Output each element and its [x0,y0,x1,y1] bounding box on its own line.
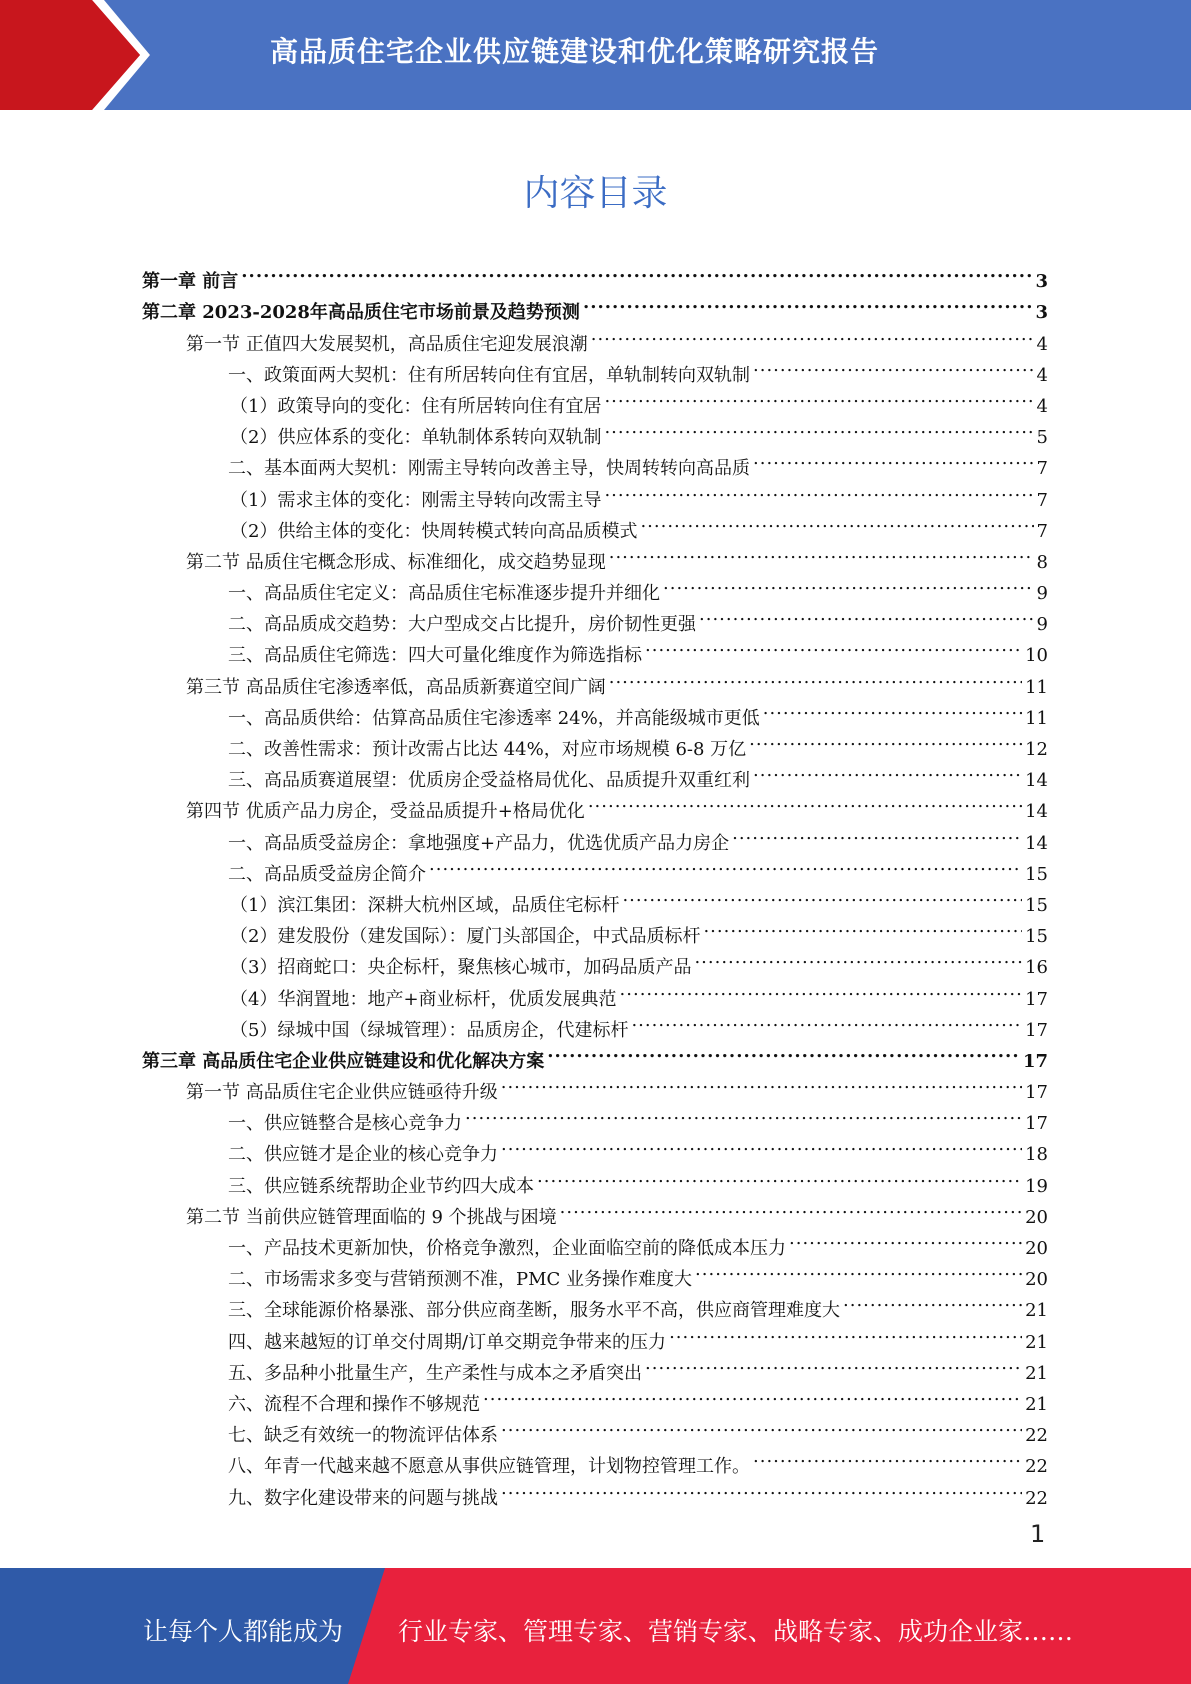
toc-dot-leader [609,537,1034,568]
toc-entry-page: 15 [1025,863,1048,885]
toc-entry-page: 10 [1025,645,1048,667]
toc-heading: 内容目录 [523,173,668,214]
toc-dot-leader [753,755,1022,786]
toc-entry-page: 9 [1036,614,1048,636]
toc-dot-leader [483,1379,1022,1410]
toc-dot-leader [501,1472,1022,1503]
toc-entry-title: （1）政策导向的变化：住有所居转向住有宜居 [230,395,602,417]
page-number: 1 [1030,1520,1046,1548]
toc-entry-title: 二、高品质成交趋势：大户型成交占比提升，房价韧性更强 [228,614,696,636]
toc-entry-title: 三、高品质住宅筛选：四大可量化维度作为筛选指标 [228,645,642,667]
toc-dot-leader [640,506,1033,537]
toc-entry-title: （1）滨江集团：深耕大杭州区域，品质住宅标杆 [230,894,620,916]
toc-dot-leader [501,1410,1022,1441]
toc-entry-page: 14 [1025,832,1048,854]
toc-dot-leader [694,942,1022,973]
toc-dot-leader [645,1348,1022,1379]
toc-entry-title: 二、基本面两大契机：刚需主导转向改善主导，快周转转向高品质 [228,458,750,480]
toc-entry-page: 14 [1025,801,1048,823]
toc-entry-title: 第三节 高品质住宅渗透率低，高品质新赛道空间广阔 [186,676,606,698]
toc-entry-title: 一、高品质供给：估算高品质住宅渗透率 24%，并高能级城市更低 [228,707,760,729]
toc-entry-title: 第二节 当前供应链管理面临的 9 个挑战与困境 [186,1206,557,1228]
toc-dot-leader [604,474,1033,505]
toc-entry-page: 21 [1025,1300,1048,1322]
toc-entry-page: 21 [1025,1393,1048,1415]
toc-entry-page: 4 [1036,395,1048,417]
toc-entry-title: 一、高品质住宅定义：高品质住宅标准逐步提升并细化 [228,583,660,605]
toc-entry-title: 一、供应链整合是核心竞争力 [228,1113,462,1135]
toc-entry-page: 19 [1025,1175,1048,1197]
toc-entry-page: 20 [1025,1238,1048,1259]
report-title: 高品质住宅企业供应链建设和优化策略研究报告 [270,35,880,68]
toc-dot-leader [501,1129,1022,1160]
toc-entry-page: 3 [1035,271,1048,293]
footer-slogan-right: 行业专家、管理专家、营销专家、战略专家、成功企业家…… [398,1617,1074,1646]
toc-entry-page: 17 [1025,1082,1048,1104]
toc-entry-title: 六、流程不合理和操作不够规范 [228,1393,480,1415]
toc-entry-title: （5）绿城中国（绿城管理）：品质房企，代建标杆 [230,1019,629,1041]
toc-dot-leader [583,287,1033,318]
toc-entry-page: 17 [1025,1019,1048,1041]
toc-entry-title: 二、供应链才是企业的核心竞争力 [228,1144,498,1166]
toc-entry-page: 16 [1025,957,1048,979]
toc-dot-leader [749,724,1022,755]
toc-entry-page: 17 [1025,988,1048,1010]
toc-dot-leader [604,412,1033,443]
toc-dot-leader [753,443,1034,474]
toc-dot-leader [609,661,1022,692]
toc-entry-page: 7 [1036,458,1048,480]
toc-dot-leader [560,1192,1022,1223]
toc-entry-title: （2）供给主体的变化：快周转模式转向高品质模式 [230,520,638,542]
toc-dot-leader [622,880,1022,911]
toc-entry-title: 第一节 正值四大发展契机，高品质住宅迎发展浪潮 [186,333,588,355]
toc-dot-leader [591,318,1034,349]
footer-slogan-left: 让每个人都能成为 [143,1617,344,1646]
toc-entry-title: 第四节 优质产品力房企，受益品质提升+格局优化 [186,801,585,823]
toc-dot-leader [241,256,1032,287]
toc-dot-leader [501,1067,1022,1098]
toc-dot-leader [604,381,1033,412]
toc-dot-leader [695,1254,1022,1285]
toc-dot-leader [753,1441,1022,1472]
toc-entry-title: 二、市场需求多变与营销预测不准，PMC 业务操作难度大 [228,1269,693,1291]
header-chevron-decoration [0,0,150,110]
toc-entry-page: 20 [1025,1269,1048,1291]
toc-entry-page: 5 [1036,427,1048,449]
toc-entry-page: 3 [1035,302,1048,324]
toc-entry-page: 20 [1025,1206,1048,1228]
toc-entry-page: 18 [1025,1144,1048,1166]
toc-entry-page: 4 [1036,333,1048,355]
toc-dot-leader [645,630,1022,661]
toc-entry-page: 15 [1025,894,1048,916]
toc-entry-title: 第二章 2023-2028年高品质住宅市场前景及趋势预测 [142,302,580,324]
toc-entry-page: 7 [1036,520,1048,542]
toc-dot-leader [732,817,1022,848]
toc-entry-page: 17 [1025,1113,1048,1135]
toc-entry-title: （1）需求主体的变化：刚需主导转向改需主导 [230,489,602,511]
toc-entry-title: 三、高品质赛道展望：优质房企受益格局优化、品质提升双重红利 [228,770,750,792]
toc-entry-title: （2）供应体系的变化：单轨制体系转向双轨制 [230,427,602,449]
toc-entry-page: 11 [1025,707,1048,729]
page-header [0,0,1191,110]
toc-entry-title: 七、缺乏有效统一的物流评估体系 [228,1425,498,1447]
toc-dot-leader [763,693,1022,724]
toc-entry[interactable] [142,256,1048,293]
toc-dot-leader [588,786,1022,817]
toc-dot-leader [703,911,1022,942]
toc-entry-title: 八、年青一代越来越不愿意从事供应链管理，计划物控管理工作。 [228,1456,750,1478]
toc-dot-leader [537,1160,1022,1191]
toc-entry-title: 九、数字化建设带来的问题与挑战 [228,1487,498,1509]
toc-dot-leader [663,568,1034,599]
toc-entry-title: 五、多品种小批量生产，生产柔性与成本之矛盾突出 [228,1362,642,1384]
toc-dot-leader [843,1285,1022,1316]
toc-entry-title: 第一章 前言 [142,271,239,293]
toc-dot-leader [631,1005,1022,1036]
toc-entry-page: 14 [1025,770,1048,792]
toc-entry-page: 11 [1025,676,1048,698]
toc-dot-leader [547,1036,1020,1067]
toc-entry-page: 4 [1036,364,1048,386]
toc-dot-leader [429,849,1022,880]
toc-entry-page: 8 [1036,551,1048,573]
toc-entry-title: 一、政策面两大契机：住有所居转向住有宜居，单轨制转向双轨制 [228,364,750,386]
toc-entry-title: 一、产品技术更新加快，价格竞争激烈，企业面临空前的降低成本压力 [228,1238,786,1259]
toc-entry-page: 22 [1025,1425,1048,1447]
toc-entry[interactable] [142,287,1048,324]
table-of-contents [142,256,1048,1509]
toc-entry-title: （4）华润置地：地产+商业标杆，优质发展典范 [230,988,617,1010]
toc-entry-title: （3）招商蛇口：央企标杆，聚焦核心城市，加码品质产品 [230,957,692,979]
toc-entry-page: 21 [1025,1331,1048,1353]
toc-entry-title: （2）建发股份（建发国际）：厦门头部国企，中式品质标杆 [230,926,701,948]
toc-entry-page: 21 [1025,1362,1048,1384]
toc-entry-title: 二、高品质受益房企简介 [228,863,426,885]
toc-entry-title: 第一节 高品质住宅企业供应链亟待升级 [186,1082,498,1104]
toc-entry-page: 15 [1025,926,1048,948]
toc-entry-title: 第二节 品质住宅概念形成、标准细化，成交趋势显现 [186,551,606,573]
toc-entry-page: 17 [1022,1050,1048,1072]
toc-entry-title: 第三章 高品质住宅企业供应链建设和优化解决方案 [142,1050,545,1072]
toc-entry-title: 一、高品质受益房企：拿地强度+产品力，优选优质产品力房企 [228,832,730,854]
toc-dot-leader [789,1223,1022,1254]
toc-entry-page: 22 [1025,1456,1048,1478]
toc-entry-page: 12 [1025,739,1048,760]
toc-entry-title: 四、越来越短的订单交付周期/订单交期竞争带来的压力 [228,1331,667,1353]
toc-entry-title: 三、全球能源价格暴涨、部分供应商垄断，服务水平不高，供应商管理难度大 [228,1300,840,1322]
toc-entry-page: 9 [1036,583,1048,605]
toc-dot-leader [465,1098,1022,1129]
toc-entry-page: 22 [1025,1487,1048,1509]
toc-dot-leader [669,1316,1022,1347]
toc-entry-title: 二、改善性需求：预计改需占比达 44%，对应市场规模 6-8 万亿 [228,739,747,760]
toc-dot-leader [699,599,1034,630]
toc-dot-leader [620,973,1023,1004]
toc-entry-title: 三、供应链系统帮助企业节约四大成本 [228,1175,534,1197]
page-footer [0,1568,1191,1684]
toc-entry-page: 7 [1036,489,1048,511]
toc-dot-leader [753,350,1034,381]
